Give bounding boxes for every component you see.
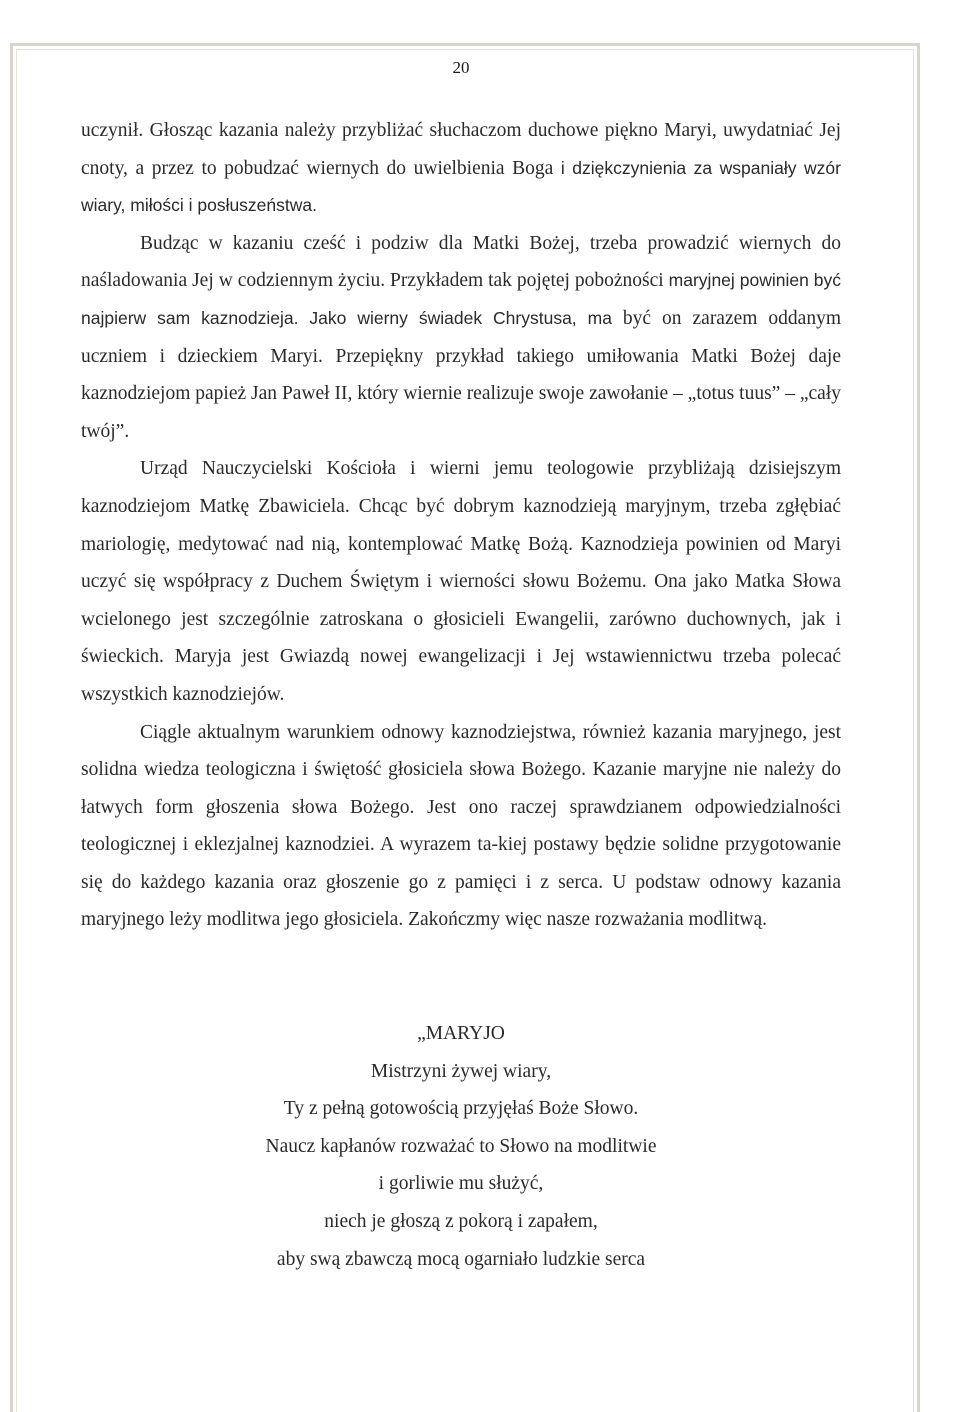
border-left	[10, 43, 13, 1412]
paragraph-2-run-2: maryjnej powinien być najpierw sam kaznodzieja. Jako wierny świadek Chrystusa, ma	[81, 270, 841, 328]
prayer-line: i gorliwie mu służyć,	[378, 1173, 544, 1195]
body-text	[81, 112, 841, 939]
prayer-line: „MARYJO	[417, 1023, 505, 1044]
prayer	[81, 1015, 841, 1278]
paragraph-2-run-3: być on zarazem oddanym uczniem i dzieckiem Maryi. Przepiękny przykład takiego umiłowania Matki Bożej daje kaznodziejom papież Jan Paweł II, który wiernie realizuje swoje zawołanie – „totus tuus” – „cały twój”.	[81, 307, 841, 442]
paragraph-3: Urząd Nauczycielski Kościoła i wierni jemu teologowie przybliżają dzisiejszym kaznodziejom Matkę Zbawiciela. Chcąc być dobrym kaznodzieją maryjnym, trzeba zgłębiać mariologię, medytować nad nią, kontemplować Matkę Bożą. Kaznodzieja powinien od Maryi uczyć się współpracy z Duchem Świętym i wierności słowu Bożemu. Ona jako Matka Słowa wcielonego jest szczególnie zatroskana o głosicieli Ewangelii, zarówno duchownych, jak i świeckich. Maryja jest Gwiazdą nowej ewangelizacji i Jej wstawiennictwu trzeba polecać wszystkich kaznodziejów.	[81, 458, 841, 705]
paragraph-1	[81, 112, 841, 225]
paragraph-2	[81, 225, 841, 451]
prayer-line: Naucz kapłanów rozważać to Słowo na modlitwie	[265, 1135, 657, 1157]
paragraph-1-run-1: uczynił. Głosząc kazania należy przybliżać słuchaczom duchowe piękno Maryi, uwydatniać Jej cnoty, a przez to pobudzać wiernych do uwielbienia Boga	[81, 120, 841, 179]
prayer-line: Ty z pełną gotowością przyjęłaś Boże Słowo.	[283, 1098, 639, 1120]
paragraph-2-run-1: Budząc w kazaniu cześć i podziw dla Matki Bożej, trzeba prowadzić wiernych do naśladowania Jej w codziennym życiu. Przykładem tak pojętej pobożności	[81, 232, 841, 292]
border-top-inner	[16, 49, 914, 50]
border-top	[10, 43, 920, 46]
prayer-line: Mistrzyni żywej wiary,	[370, 1060, 552, 1082]
page-number: 20	[452, 58, 470, 77]
paragraph-4: Ciągle aktualnym warunkiem odnowy kaznodziejstwa, również kazania maryjnego, jest solidna wiedza teologiczna i świętość głosiciela słowa Bożego. Kazanie maryjne nie należy do łatwych form głoszenia słowa Bożego. Jest ono raczej sprawdzianem odpowiedzialności teologicznej i eklezjalnej kaznodziei. A wyrazem ta-kiej postawy będzie solidne przygotowanie się do każdego kazania oraz głoszenie go z pamięci i z serca. U podstaw odnowy kazania maryjnego leży modlitwa jego głosiciela. Zakończmy więc nasze rozważania modlitwą.	[81, 721, 841, 931]
border-right	[917, 43, 920, 1412]
border-left-inner	[16, 49, 17, 1412]
prayer-line: aby swą zbawczą mocą ogarniało ludzkie serca	[276, 1248, 646, 1270]
prayer-line: niech je głoszą z pokorą i zapałem,	[324, 1210, 598, 1232]
paragraph-1-run-2: i dziękczynienia za wspaniały wzór wiary, miłości i posłuszeństwa.	[81, 157, 841, 216]
border-right-inner	[913, 49, 914, 1412]
